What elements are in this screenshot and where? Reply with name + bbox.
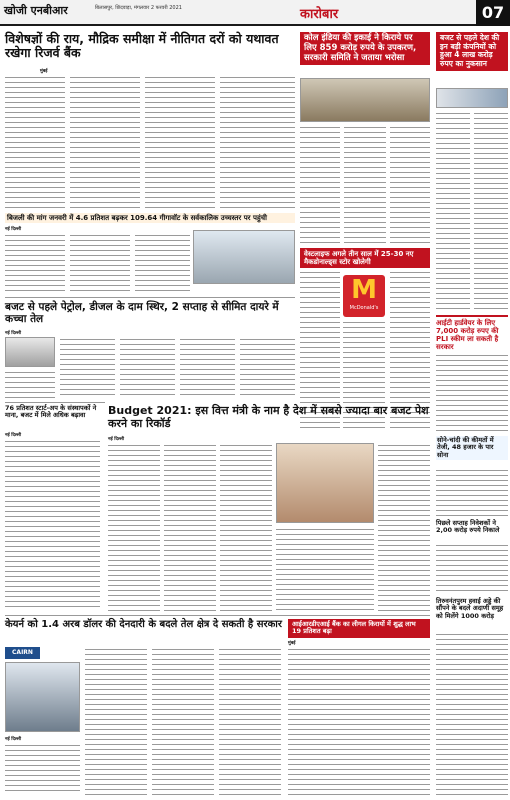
fuel-dateline: नई दिल्ली <box>5 331 22 336</box>
cairn-article-body <box>219 647 281 795</box>
dateline: बिलासपुर, छिंदवाड़ा, मंगलवार 2 फरवरी 2021 <box>95 5 182 11</box>
divider <box>5 402 105 403</box>
rbi-article-body <box>220 75 295 208</box>
coal-article-body <box>300 125 340 243</box>
fuel-headline: बजट से पहले पेट्रोल, डीजल के दाम स्थिर, 2 सप्ताह से सीमित दायरे में कच्चा तेल <box>5 301 279 326</box>
section-title: कारोबार <box>300 7 339 22</box>
gold-headline: सोने-चांदी की कीमतों में तेजी, 48 हजार के पार सोना <box>436 436 508 460</box>
finance-minister-photo <box>276 443 374 523</box>
bank-loss-article-body <box>436 111 470 311</box>
coal-headline: कोल इंडिया की इकाई ने किराये पर लिए 859 करोड़ रुपये के उपकरण, सरकारी समिति ने जताया भरोसा <box>300 32 430 65</box>
irdai-article-body <box>288 647 430 795</box>
power-article-body <box>135 233 190 293</box>
cairn-article-body <box>5 743 80 795</box>
power-article-body <box>5 233 65 293</box>
divider <box>5 615 430 616</box>
irdai-headline: आईआरडीएआई बैंक का लीगल किरायों में शुद्ध लाभ 19 प्रतिशत बढ़ा <box>288 619 430 638</box>
bank-loss-headline: बजट से पहले देश की इन बड़ी कंपनियों को हुआ 4 लाख करोड़ रुपए का नुकसान <box>436 32 508 71</box>
rbi-article-body <box>145 75 215 208</box>
power-tower-photo <box>193 230 295 284</box>
startups-article-body <box>5 439 100 611</box>
power-headline: बिजली की मांग जनवरी में 4.6 प्रतिशत बढ़कर 109.64 गीगावॉट के सर्वकालिक उच्चस्तर पर पहुंची <box>5 213 295 223</box>
irdai-dateline: मुंबई <box>288 641 296 646</box>
newspaper-brand: खोजी एनबीआर <box>4 4 68 17</box>
nbfc-headline: पिछले सप्ताह निवेशकों ने 2,00 करोड़ रुपये निकाले <box>436 519 500 535</box>
fuel-article-body <box>240 337 295 398</box>
power-article-body <box>70 233 130 293</box>
cairn-article-body <box>85 647 147 795</box>
budget-headline: Budget 2021: इस वित्त मंत्री के नाम है देश में सबसे ज्यादा बार बजट पेश करने का रिकॉर्ड <box>108 404 429 430</box>
bank-loss-article-body <box>474 111 508 311</box>
budget-article-body <box>220 443 272 611</box>
mcd-headline: वेस्टलाइफ अगले तीन साल में 25-30 नए मैकडोनाल्ड्स स्टोर खोलेगी <box>300 248 430 268</box>
coal-mine-photo <box>300 78 430 122</box>
rbi-article-body <box>5 75 65 208</box>
coal-article-body <box>344 125 386 243</box>
divider <box>5 297 295 298</box>
pli-article-body <box>436 353 508 431</box>
budget-article-body <box>378 443 430 611</box>
gold-article-body <box>436 468 508 516</box>
cairn-article-body <box>152 647 214 795</box>
pli-headline: आईटी हार्डवेयर के लिए 7,000 करोड़ रुपए की PLI स्कीम ला सकती है सरकार <box>436 315 508 351</box>
rbi-dateline: मुंबई <box>40 69 48 74</box>
mcdonalds-logo-letter: M <box>351 275 377 305</box>
budget-article-body <box>276 527 374 611</box>
budget-dateline: नई दिल्ली <box>108 437 125 442</box>
fuel-pump-photo <box>5 337 55 367</box>
rbi-headline: विशेषज्ञों की राय, मौद्रिक समीक्षा में नीतिगत दरों को यथावत रखेगा रिजर्व बैंक <box>5 31 279 61</box>
mcdonalds-logo <box>343 275 385 317</box>
startups-headline: 76 प्रतिशत स्टार्ट-अप के संस्थापकों ने माना, बजट में मिले अधिक बढ़ावा <box>5 404 97 420</box>
fuel-article-body <box>5 370 55 398</box>
nbfc-article-body <box>436 543 508 593</box>
rbi-article-body <box>70 75 140 208</box>
oil-refinery-photo <box>5 662 80 732</box>
page-number: 07 <box>476 0 510 26</box>
fuel-article-body <box>120 337 175 398</box>
coal-article-body <box>390 125 430 243</box>
cairn-logo: CAIRN <box>5 647 40 659</box>
masthead <box>0 0 510 26</box>
mcdonalds-logo-text: McDonald's <box>349 305 379 311</box>
power-dateline: नई दिल्ली <box>5 227 22 232</box>
fuel-article-body <box>60 337 115 398</box>
budget-article-body <box>164 443 216 611</box>
airport-headline: तिरुवनंतपुरम हवाई अड्डे की सौंपने के बदले अदाणी समूह को मिलेंगे 1000 करोड़ <box>436 597 504 620</box>
startups-dateline: नई दिल्ली <box>5 433 22 438</box>
cairn-dateline: नई दिल्ली <box>5 737 22 742</box>
airport-article-body <box>436 632 508 796</box>
cairn-headline: केयर्न को 1.4 अरब डॉलर की देनदारी के बदले तेल क्षेत्र दे सकती है सरकार <box>5 619 282 630</box>
stock-market-photo <box>436 88 508 108</box>
fuel-article-body <box>180 337 235 398</box>
budget-article-body <box>108 443 160 611</box>
